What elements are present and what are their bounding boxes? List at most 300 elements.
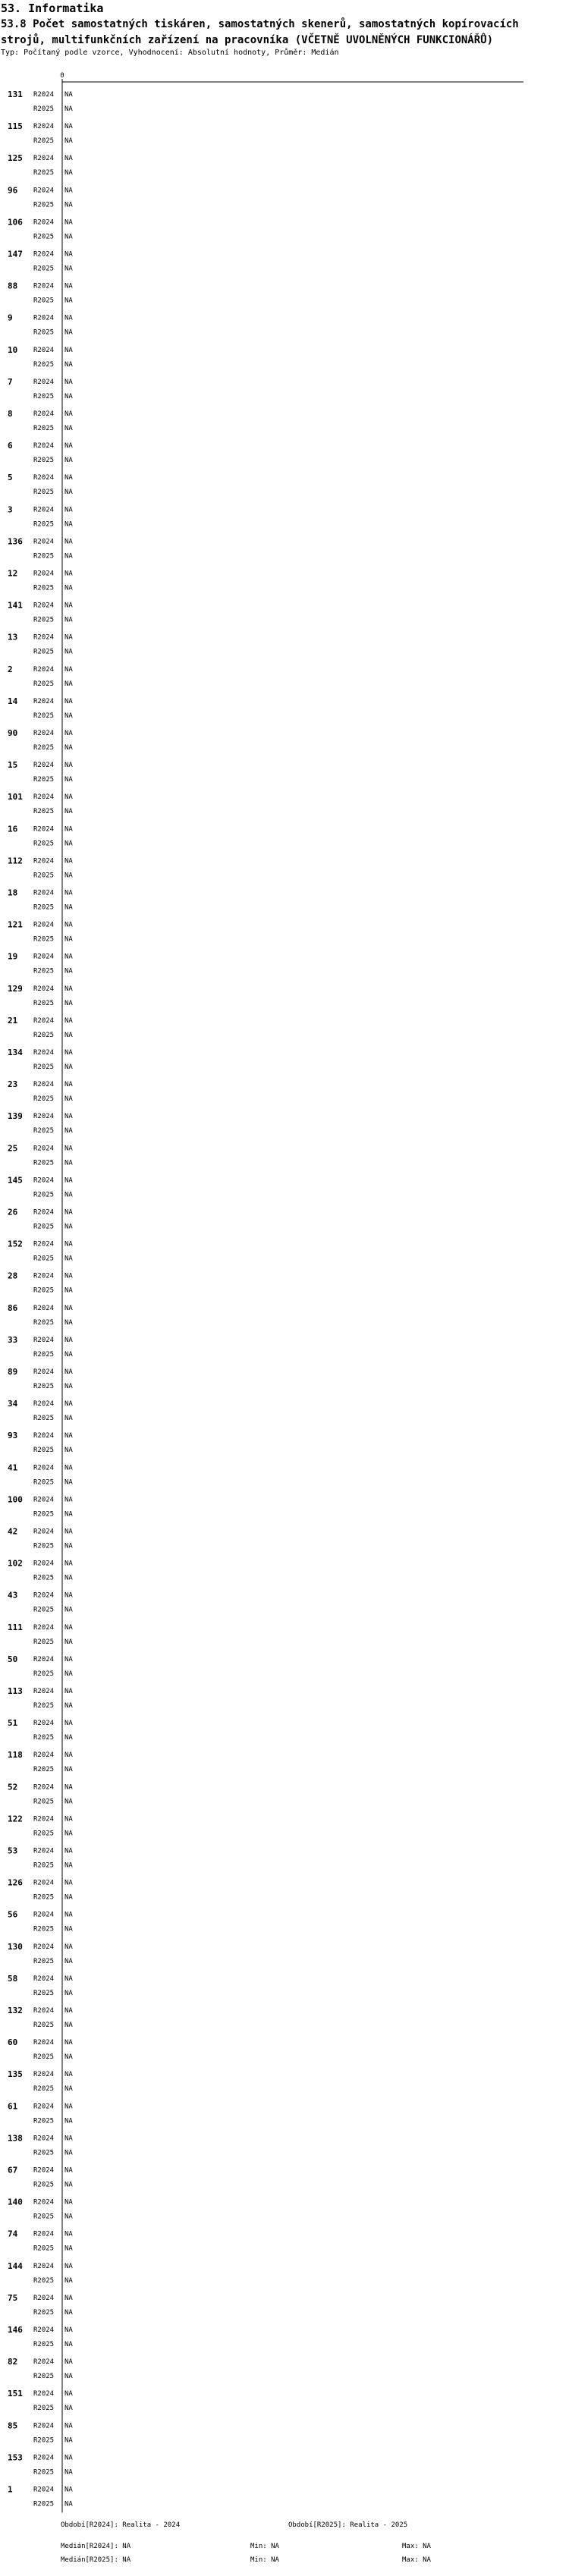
value-label: NA [64, 1815, 73, 1824]
category-label: 139 [8, 1111, 23, 1122]
value-label: NA [64, 1638, 73, 1646]
series-label: R2025 [33, 1191, 55, 1199]
series-label: R2024 [33, 1240, 55, 1249]
series-label: R2024 [33, 2198, 55, 2207]
value-label: NA [64, 602, 73, 610]
value-label: NA [64, 1447, 73, 1455]
value-label: NA [64, 2341, 73, 2348]
series-label: R2024 [33, 762, 55, 770]
value-label: NA [64, 442, 73, 451]
value-label: NA [64, 1191, 73, 1199]
value-label: NA [64, 921, 73, 929]
series-label: R2025 [33, 2022, 55, 2029]
value-label: NA [64, 378, 73, 386]
category-label: 10 [8, 344, 18, 355]
category-label: 153 [8, 2452, 23, 2463]
category-label: 100 [8, 1494, 23, 1505]
series-label: R2025 [33, 1415, 55, 1423]
category-label: 9 [8, 313, 13, 323]
series-label: R2025 [33, 1670, 55, 1678]
series-label: R2024 [33, 2007, 55, 2015]
value-label: NA [64, 506, 73, 514]
series-label: R2025 [33, 2308, 55, 2317]
value-label: NA [64, 1925, 73, 1934]
series-label: R2024 [33, 825, 55, 834]
category-label: 13 [8, 632, 18, 642]
value-label: NA [64, 1159, 73, 1167]
category-label: 74 [8, 2229, 18, 2239]
value-label: NA [64, 105, 73, 113]
value-label: NA [64, 1574, 73, 1582]
value-label: NA [64, 282, 73, 291]
category-label: 141 [8, 600, 23, 611]
value-label: NA [64, 665, 73, 674]
series-label: R2024 [33, 1145, 55, 1153]
value-label: NA [64, 538, 73, 546]
series-label: R2024 [33, 602, 55, 610]
value-label: NA [64, 123, 73, 131]
value-label: NA [64, 2039, 73, 2047]
value-label: NA [64, 1400, 73, 1409]
category-label: 129 [8, 983, 23, 994]
series-label: R2025 [33, 935, 55, 944]
category-label: 52 [8, 1782, 18, 1792]
value-label: NA [64, 1478, 73, 1487]
value-label: NA [64, 1974, 73, 1983]
value-label: NA [64, 552, 73, 561]
series-label: R2024 [33, 1720, 55, 1728]
value-label: NA [64, 953, 73, 961]
value-label: NA [64, 1049, 73, 1057]
series-label: R2024 [33, 1496, 55, 1504]
series-label: R2025 [33, 2436, 55, 2445]
category-label: 140 [8, 2197, 23, 2207]
series-label: R2025 [33, 1606, 55, 1614]
series-label: R2025 [33, 1031, 55, 1039]
value-label: NA [64, 137, 73, 146]
series-label: R2025 [33, 1255, 55, 1263]
value-label: NA [64, 584, 73, 592]
series-label: R2025 [33, 2245, 55, 2253]
series-label: R2025 [33, 616, 55, 624]
category-label: 147 [8, 249, 23, 259]
series-label: R2024 [33, 857, 55, 865]
series-label: R2024 [33, 985, 55, 993]
value-label: NA [64, 520, 73, 529]
value-label: NA [64, 1720, 73, 1728]
value-label: NA [64, 2149, 73, 2157]
value-label: NA [64, 1095, 73, 1104]
series-label: R2024 [33, 2103, 55, 2111]
category-label: 126 [8, 1877, 23, 1888]
category-label: 56 [8, 1909, 18, 1920]
series-label: R2025 [33, 2373, 55, 2381]
category-label: 122 [8, 1814, 23, 1824]
category-label: 50 [8, 1654, 18, 1664]
value-label: NA [64, 2230, 73, 2238]
series-label: R2024 [33, 1623, 55, 1632]
series-label: R2025 [33, 648, 55, 656]
series-label: R2024 [33, 2262, 55, 2270]
value-label: NA [64, 1464, 73, 1472]
series-label: R2024 [33, 2071, 55, 2079]
value-label: NA [64, 2454, 73, 2462]
series-label: R2025 [33, 2500, 55, 2508]
series-label: R2025 [33, 2181, 55, 2189]
series-label: R2025 [33, 1798, 55, 1806]
value-label: NA [64, 1879, 73, 1887]
category-label: 138 [8, 2133, 23, 2144]
value-label: NA [64, 1063, 73, 1071]
series-label: R2025 [33, 872, 55, 880]
value-label: NA [64, 488, 73, 497]
series-label: R2024 [33, 1016, 55, 1025]
footer-period-r2025: Období[R2025]: Realita - 2025 [288, 2521, 408, 2529]
series-label: R2024 [33, 697, 55, 705]
series-label: R2025 [33, 1286, 55, 1295]
series-label: R2024 [33, 2166, 55, 2175]
value-label: NA [64, 1368, 73, 1376]
series-label: R2024 [33, 1528, 55, 1536]
value-label: NA [64, 169, 73, 177]
series-label: R2024 [33, 1113, 55, 1121]
series-label: R2025 [33, 1159, 55, 1167]
series-label: R2024 [33, 1432, 55, 1440]
series-label: R2024 [33, 410, 55, 418]
value-label: NA [64, 1798, 73, 1806]
value-label: NA [64, 2085, 73, 2094]
value-label: NA [64, 91, 73, 99]
value-label: NA [64, 1655, 73, 1663]
value-label: NA [64, 1783, 73, 1792]
value-label: NA [64, 314, 73, 322]
value-label: NA [64, 1861, 73, 1870]
value-label: NA [64, 474, 73, 482]
series-label: R2024 [33, 538, 55, 546]
series-label: R2025 [33, 1542, 55, 1550]
category-label: 145 [8, 1175, 23, 1186]
category-label: 130 [8, 1941, 23, 1952]
value-label: NA [64, 2500, 73, 2508]
series-label: R2025 [33, 392, 55, 401]
value-label: NA [64, 2166, 73, 2175]
value-label: NA [64, 680, 73, 688]
category-label: 101 [8, 792, 23, 803]
category-label: 67 [8, 2165, 18, 2175]
series-label: R2024 [33, 1304, 55, 1312]
series-label: R2025 [33, 776, 55, 784]
series-label: R2024 [33, 2294, 55, 2302]
value-label: NA [64, 872, 73, 880]
series-label: R2024 [33, 91, 55, 99]
value-label: NA [64, 648, 73, 656]
value-label: NA [64, 697, 73, 705]
series-label: R2025 [33, 457, 55, 465]
series-label: R2025 [33, 1861, 55, 1870]
value-label: NA [64, 2245, 73, 2253]
category-label: 111 [8, 1622, 23, 1632]
value-label: NA [64, 392, 73, 401]
value-label: NA [64, 1893, 73, 1902]
series-label: R2024 [33, 730, 55, 737]
category-label: 18 [8, 887, 18, 898]
value-label: NA [64, 2436, 73, 2445]
value-label: NA [64, 1240, 73, 1249]
series-label: R2025 [33, 1478, 55, 1487]
series-label: R2024 [33, 953, 55, 961]
value-label: NA [64, 744, 73, 752]
value-label: NA [64, 2326, 73, 2334]
category-label: 51 [8, 1718, 18, 1729]
value-label: NA [64, 457, 73, 465]
series-label: R2025 [33, 425, 55, 432]
series-label: R2025 [33, 2341, 55, 2348]
value-label: NA [64, 1031, 73, 1039]
series-label: R2025 [33, 2053, 55, 2062]
category-label: 136 [8, 536, 23, 547]
series-label: R2025 [33, 137, 55, 146]
series-label: R2025 [33, 488, 55, 497]
series-label: R2024 [33, 1751, 55, 1760]
value-label: NA [64, 1223, 73, 1231]
value-label: NA [64, 1336, 73, 1344]
series-label: R2024 [33, 1272, 55, 1280]
series-label: R2025 [33, 520, 55, 529]
value-label: NA [64, 1943, 73, 1951]
series-label: R2024 [33, 921, 55, 929]
series-label: R2025 [33, 840, 55, 848]
series-label: R2025 [33, 744, 55, 752]
category-label: 7 [8, 376, 13, 387]
series-label: R2024 [33, 1911, 55, 1919]
category-label: 41 [8, 1462, 18, 1473]
footer-median-r2025: Medián[R2025]: NA [61, 2556, 131, 2564]
category-label: 106 [8, 217, 23, 228]
value-label: NA [64, 967, 73, 975]
series-label: R2024 [33, 346, 55, 354]
value-label: NA [64, 857, 73, 865]
value-label: NA [64, 1911, 73, 1919]
value-label: NA [64, 1688, 73, 1695]
value-label: NA [64, 2071, 73, 2079]
value-label: NA [64, 1127, 73, 1136]
series-label: R2025 [33, 328, 55, 337]
series-label: R2025 [33, 1510, 55, 1519]
category-label: 25 [8, 1143, 18, 1154]
series-label: R2024 [33, 665, 55, 674]
series-label: R2024 [33, 442, 55, 451]
value-label: NA [64, 1176, 73, 1185]
category-label: 26 [8, 1207, 18, 1217]
value-label: NA [64, 1751, 73, 1760]
category-label: 34 [8, 1399, 18, 1409]
value-label: NA [64, 1989, 73, 1997]
value-label: NA [64, 1670, 73, 1678]
value-label: NA [64, 1766, 73, 1774]
value-label: NA [64, 889, 73, 897]
category-label: 115 [8, 121, 23, 132]
category-label: 144 [8, 2260, 23, 2271]
series-label: R2024 [33, 1176, 55, 1185]
value-label: NA [64, 808, 73, 816]
value-label: NA [64, 155, 73, 163]
value-label: NA [64, 2373, 73, 2381]
series-label: R2025 [33, 552, 55, 561]
series-label: R2024 [33, 250, 55, 259]
series-label: R2024 [33, 1049, 55, 1057]
value-label: NA [64, 2294, 73, 2302]
category-label: 12 [8, 568, 18, 579]
footer-min-r2024: Min: NA [250, 2543, 279, 2550]
value-label: NA [64, 2422, 73, 2430]
category-label: 90 [8, 728, 18, 738]
series-label: R2024 [33, 123, 55, 131]
series-label: R2025 [33, 1223, 55, 1231]
value-label: NA [64, 2468, 73, 2477]
series-label: R2024 [33, 1815, 55, 1824]
category-label: 53 [8, 1846, 18, 1856]
category-label: 113 [8, 1686, 23, 1696]
value-label: NA [64, 425, 73, 432]
value-label: NA [64, 570, 73, 578]
series-label: R2024 [33, 2230, 55, 2238]
series-label: R2024 [33, 2358, 55, 2367]
series-label: R2024 [33, 1400, 55, 1409]
series-label: R2025 [33, 1702, 55, 1710]
category-label: 19 [8, 951, 18, 962]
value-label: NA [64, 1510, 73, 1519]
value-label: NA [64, 999, 73, 1007]
series-label: R2024 [33, 1943, 55, 1951]
chart-title: 53.8 Počet samostatných tiskáren, samostatných skenerů, samostatných kopírovacích strojů, multifunkčních zařízení na pracovníka (VČETNĚ UVOLNĚNÝCH FUNKCIONÁŘŮ) [1, 18, 519, 46]
category-label: 96 [8, 185, 18, 196]
series-label: R2024 [33, 2486, 55, 2494]
value-label: NA [64, 2262, 73, 2270]
series-label: R2025 [33, 2149, 55, 2157]
value-label: NA [64, 2198, 73, 2207]
series-label: R2025 [33, 999, 55, 1007]
value-label: NA [64, 1113, 73, 1121]
value-label: NA [64, 2213, 73, 2221]
value-label: NA [64, 1432, 73, 1440]
value-label: NA [64, 2486, 73, 2494]
category-label: 5 [8, 473, 13, 483]
value-label: NA [64, 187, 73, 195]
value-label: NA [64, 1304, 73, 1312]
value-label: NA [64, 2390, 73, 2399]
series-label: R2024 [33, 378, 55, 386]
category-label: 21 [8, 1015, 18, 1026]
value-label: NA [64, 762, 73, 770]
category-label: 88 [8, 281, 18, 291]
value-label: NA [64, 265, 73, 273]
series-label: R2024 [33, 633, 55, 642]
series-label: R2025 [33, 1957, 55, 1965]
value-label: NA [64, 2405, 73, 2413]
series-label: R2025 [33, 1383, 55, 1390]
category-label: 2 [8, 664, 13, 674]
value-label: NA [64, 250, 73, 259]
chart-subtitle: Typ: Počítaný podle vzorce, Vyhodnocení: Absolutní hodnoty, Průměr: Medián [1, 49, 339, 57]
series-label: R2024 [33, 314, 55, 322]
series-label: R2025 [33, 2276, 55, 2285]
value-label: NA [64, 1383, 73, 1390]
series-label: R2024 [33, 1081, 55, 1089]
series-label: R2025 [33, 1734, 55, 1742]
series-label: R2025 [33, 2117, 55, 2125]
category-label: 102 [8, 1558, 23, 1569]
series-label: R2025 [33, 712, 55, 720]
value-label: NA [64, 1623, 73, 1632]
value-label: NA [64, 1496, 73, 1504]
series-label: R2025 [33, 1766, 55, 1774]
series-label: R2025 [33, 169, 55, 177]
value-label: NA [64, 1016, 73, 1025]
series-label: R2024 [33, 1208, 55, 1217]
category-label: 86 [8, 1302, 18, 1313]
series-label: R2024 [33, 793, 55, 802]
footer-median-r2024: Medián[R2024]: NA [61, 2543, 131, 2550]
series-label: R2025 [33, 360, 55, 369]
value-label: NA [64, 360, 73, 369]
series-label: R2025 [33, 680, 55, 688]
category-label: 152 [8, 1239, 23, 1249]
category-label: 134 [8, 1048, 23, 1057]
value-label: NA [64, 825, 73, 834]
series-label: R2025 [33, 1350, 55, 1359]
series-label: R2025 [33, 105, 55, 113]
series-label: R2025 [33, 2213, 55, 2221]
value-label: NA [64, 297, 73, 305]
category-label: 112 [8, 856, 23, 866]
series-label: R2025 [33, 1638, 55, 1646]
value-label: NA [64, 1957, 73, 1965]
series-label: R2025 [33, 1830, 55, 1838]
value-label: NA [64, 2181, 73, 2189]
category-label: 23 [8, 1079, 18, 1090]
value-label: NA [64, 2103, 73, 2111]
series-label: R2024 [33, 1591, 55, 1600]
category-label: 3 [8, 504, 13, 515]
series-label: R2024 [33, 1974, 55, 1983]
category-label: 15 [8, 760, 18, 771]
value-label: NA [64, 633, 73, 642]
value-label: NA [64, 1255, 73, 1263]
series-label: R2025 [33, 265, 55, 273]
value-label: NA [64, 2308, 73, 2317]
series-label: R2024 [33, 1655, 55, 1663]
series-label: R2024 [33, 474, 55, 482]
footer-max-r2024: Max: NA [402, 2543, 431, 2550]
series-label: R2025 [33, 1893, 55, 1902]
category-label: 118 [8, 1750, 23, 1761]
series-label: R2024 [33, 218, 55, 227]
category-label: 125 [8, 153, 23, 164]
series-label: R2024 [33, 1336, 55, 1344]
series-label: R2024 [33, 2390, 55, 2399]
value-label: NA [64, 793, 73, 802]
footer-period-r2024: Období[R2024]: Realita - 2024 [61, 2521, 181, 2529]
value-label: NA [64, 730, 73, 737]
value-label: NA [64, 1286, 73, 1295]
series-label: R2024 [33, 1783, 55, 1792]
value-label: NA [64, 410, 73, 418]
value-label: NA [64, 2022, 73, 2029]
value-label: NA [64, 1606, 73, 1614]
category-label: 146 [8, 2325, 23, 2335]
value-label: NA [64, 1145, 73, 1153]
value-label: NA [64, 328, 73, 337]
